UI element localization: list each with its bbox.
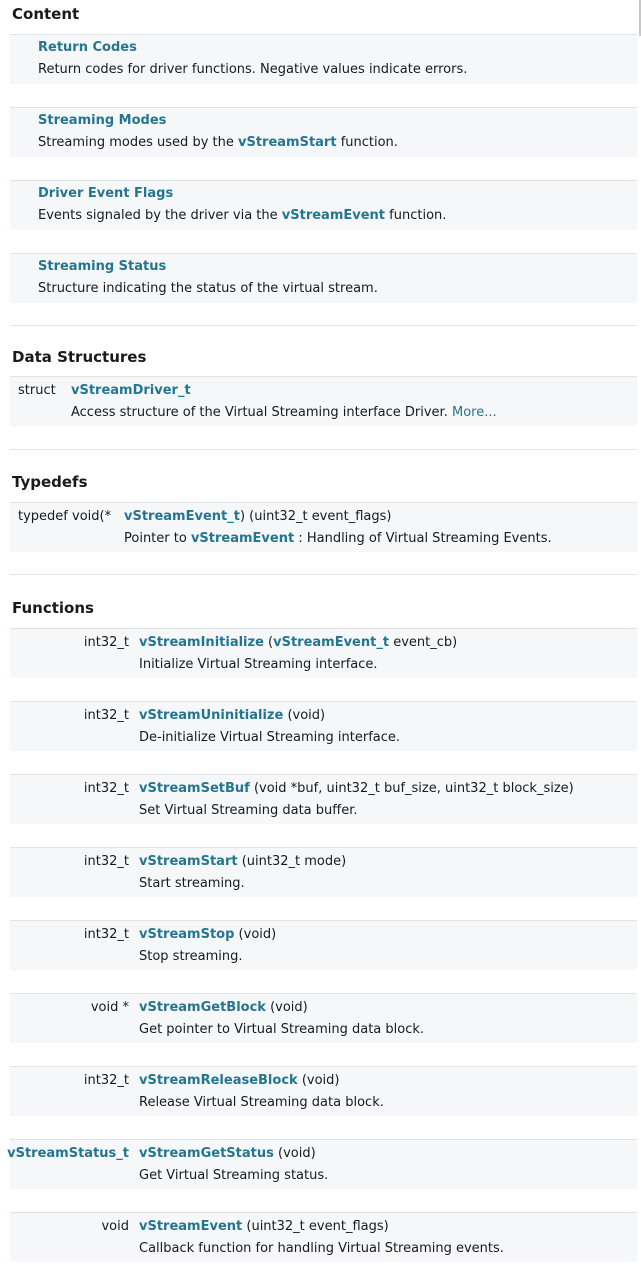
driver-event-flags-desc: Events signaled by the driver via the vStreamEvent function. bbox=[38, 208, 447, 223]
struct-keyword: struct bbox=[18, 383, 56, 398]
function-return-type: int32_t bbox=[83, 927, 129, 942]
vstreamevent-link[interactable]: vStreamEvent bbox=[190, 531, 295, 546]
content-title: Content bbox=[12, 5, 80, 23]
function-signature: vStreamSetBuf (void *buf, uint32_t buf_size, uint32_t block_size) bbox=[139, 781, 574, 796]
function-return-type: int32_t bbox=[83, 708, 129, 723]
data-structures-section bbox=[0, 343, 641, 450]
return-codes-link[interactable]: Return Codes bbox=[38, 40, 137, 55]
function-row bbox=[10, 774, 637, 824]
vstreamreleaseblock-link[interactable]: vStreamReleaseBlock bbox=[139, 1073, 298, 1088]
vstreamstop-link[interactable]: vStreamStop bbox=[139, 927, 235, 942]
streaming-modes-desc: Streaming modes used by the vStreamStart function. bbox=[38, 135, 398, 150]
vstreamuninitialize-link[interactable]: vStreamUninitialize bbox=[139, 708, 284, 723]
function-return-type: int32_t bbox=[83, 854, 129, 869]
function-return-type: int32_t bbox=[83, 1073, 129, 1088]
function-desc: Start streaming. bbox=[139, 876, 245, 891]
functions-title: Functions bbox=[12, 599, 94, 617]
function-signature: vStreamGetStatus (void) bbox=[139, 1146, 316, 1161]
function-return-type: int32_t bbox=[83, 635, 129, 650]
function-row bbox=[10, 993, 637, 1043]
vstreamgetblock-link[interactable]: vStreamGetBlock bbox=[139, 1000, 266, 1015]
typedef-signature: vStreamEvent_t) (uint32_t event_flags) bbox=[124, 509, 392, 524]
vstreamstart-link[interactable]: vStreamStart bbox=[139, 854, 238, 869]
function-signature: vStreamStop (void) bbox=[139, 927, 277, 942]
driver-event-flags-link[interactable]: Driver Event Flags bbox=[38, 186, 174, 201]
function-row bbox=[10, 1066, 637, 1116]
function-row bbox=[10, 920, 637, 970]
vstreamevent-link[interactable]: vStreamEvent bbox=[139, 1219, 243, 1234]
function-signature: vStreamInitialize (vStreamEvent_t event_cb) bbox=[139, 635, 458, 650]
function-row bbox=[10, 701, 637, 751]
streaming-modes-link[interactable]: Streaming Modes bbox=[38, 113, 167, 128]
typedefs-section bbox=[0, 468, 641, 575]
content-item-streaming-status bbox=[10, 253, 637, 303]
vstreamstatus-t-link[interactable]: vStreamStatus_t bbox=[7, 1146, 129, 1161]
function-desc: Release Virtual Streaming data block. bbox=[139, 1095, 384, 1110]
function-return-type: void bbox=[101, 1219, 129, 1234]
function-signature: vStreamGetBlock (void) bbox=[139, 1000, 308, 1015]
content-item-driver-event-flags bbox=[10, 180, 637, 230]
function-return-type: void * bbox=[90, 1000, 129, 1015]
content-section bbox=[0, 0, 641, 326]
typedefs-title: Typedefs bbox=[12, 473, 88, 491]
section-divider bbox=[10, 574, 637, 575]
function-signature: vStreamEvent (uint32_t event_flags) bbox=[139, 1219, 389, 1234]
vstreamgetstatus-link[interactable]: vStreamGetStatus bbox=[139, 1146, 274, 1161]
function-row bbox=[7, 1139, 637, 1189]
function-signature: vStreamStart (uint32_t mode) bbox=[139, 854, 347, 869]
typedef-desc: Pointer to vStreamEvent : Handling of Virtual Streaming Events. bbox=[124, 531, 552, 546]
function-desc: Stop streaming. bbox=[139, 949, 243, 964]
vstreamevent-link[interactable]: vStreamEvent bbox=[281, 208, 386, 223]
vstreamevent-t-link[interactable]: vStreamEvent_t bbox=[273, 635, 390, 650]
function-row bbox=[10, 1212, 637, 1262]
struct-row bbox=[10, 376, 637, 426]
vstreamdriver-link[interactable]: vStreamDriver_t bbox=[71, 383, 191, 398]
more-link[interactable]: More... bbox=[451, 405, 497, 420]
streaming-status-link[interactable]: Streaming Status bbox=[38, 259, 167, 274]
functions-section bbox=[0, 594, 641, 1262]
content-item-streaming-modes bbox=[10, 107, 637, 157]
vstreamstart-link[interactable]: vStreamStart bbox=[237, 135, 337, 150]
function-desc: Get pointer to Virtual Streaming data block. bbox=[139, 1022, 425, 1037]
streaming-status-desc: Structure indicating the status of the virtual stream. bbox=[38, 281, 378, 296]
typedef-left: typedef void(* bbox=[18, 509, 112, 524]
data-structures-title: Data Structures bbox=[12, 348, 147, 366]
vstreamsetbuf-link[interactable]: vStreamSetBuf bbox=[139, 781, 250, 796]
function-row bbox=[10, 847, 637, 897]
section-divider bbox=[10, 449, 637, 450]
function-row bbox=[10, 628, 637, 678]
function-signature: vStreamUninitialize (void) bbox=[139, 708, 326, 723]
function-desc: Get Virtual Streaming status. bbox=[139, 1168, 329, 1183]
content-item-return-codes bbox=[10, 34, 637, 84]
struct-desc: Access structure of the Virtual Streaming interface Driver. More... bbox=[71, 405, 497, 420]
vstreamevent-t-link[interactable]: vStreamEvent_t bbox=[124, 509, 240, 524]
function-return-type: int32_t bbox=[83, 781, 129, 796]
section-divider bbox=[10, 325, 637, 326]
function-signature: vStreamReleaseBlock (void) bbox=[139, 1073, 340, 1088]
vstreaminitialize-link[interactable]: vStreamInitialize bbox=[139, 635, 264, 650]
function-desc: De-initialize Virtual Streaming interface. bbox=[139, 730, 401, 745]
typedef-row bbox=[10, 502, 637, 552]
return-codes-desc: Return codes for driver functions. Negative values indicate errors. bbox=[38, 62, 468, 77]
function-desc: Initialize Virtual Streaming interface. bbox=[139, 657, 378, 672]
function-desc: Callback function for handling Virtual Streaming events. bbox=[139, 1241, 504, 1256]
function-desc: Set Virtual Streaming data buffer. bbox=[139, 803, 358, 818]
